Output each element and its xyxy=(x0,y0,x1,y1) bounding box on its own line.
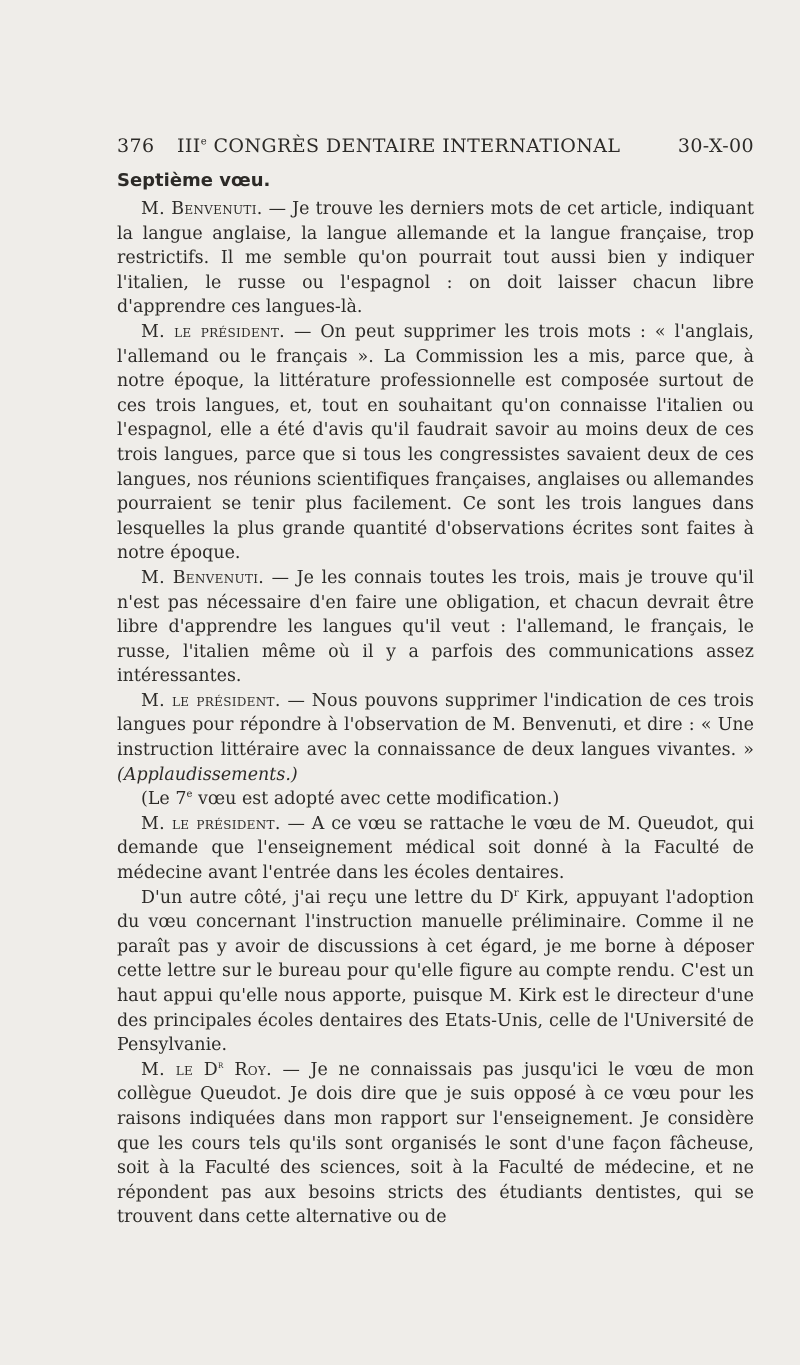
paragraph-text-pre: D'un autre côté, j'ai reçu une lettre du D xyxy=(141,887,514,908)
paragraph-text: — Je ne connaissais pas jusqu'ici le vœu de mon collègue Queudot. Je dois dire que je suis opposé à ce vœu pour les raisons indiquées dans mon rapport sur l'enseignement. Je considère que les cours tels qu'ils sont organisés le sont d'une façon fâcheuse, soit à la Faculté des sciences, soit à la Faculté de médecine, et ne répondent pas aux besoins stricts des étudiants dentistes, qui se trouvent dans cette alternative ou de xyxy=(117,1059,754,1228)
running-title-sup: e xyxy=(200,136,208,148)
paragraph-text-post: Kirk, appuyant l'adoption du vœu concernant l'instruction manuelle préliminaire. Comme il ne paraît pas y avoir de discussions à cet égard, je me borne à déposer cette lettre sur le bureau pour qu'elle figure au compte rendu. C'est un haut appui qu'elle nous apporte, puisque M. Kirk est le directeur d'une des principales écoles dentaires des Etats-Unis, celle de l'Université de Pensylvanie. xyxy=(117,887,754,1056)
note-post: vœu est adopté avec cette modification.) xyxy=(192,789,560,810)
page-content xyxy=(117,135,754,1335)
running-title-rest: CONGRÈS DENTAIRE INTERNATIONAL xyxy=(207,135,621,157)
paragraph-text: — Je trouve les derniers mots de cet article, indiquant la langue anglaise, la langue allemande et la langue française, trop restrictifs. Il me semble qu'on pourrait tout aussi bien y indiquer l'italien, le russe ou l'espagnol : on doit laisser chacun libre d'apprendre ces langues-là. xyxy=(117,199,754,318)
paragraph-benvenuti-2 xyxy=(117,566,754,689)
speaker-name: M. le président. xyxy=(141,321,285,342)
running-title xyxy=(177,135,678,157)
paragraph-sup: r xyxy=(513,887,519,899)
note-sup: e xyxy=(186,789,193,801)
speaker-name: M. le président. xyxy=(141,813,281,834)
speaker-name: M. Benvenuti. xyxy=(141,567,265,588)
paragraph-benvenuti-1 xyxy=(117,197,754,320)
speaker-name: M. le président. xyxy=(141,690,281,711)
running-header xyxy=(117,135,754,165)
paragraph-adoption-note xyxy=(117,787,754,812)
paragraph-text: — A ce vœu se rattache le vœu de M. Queudot, qui demande que l'enseignement médical soit donné à la Faculté de médecine avant l'entrée dans les écoles dentaires. xyxy=(117,813,754,884)
page-number: 376 xyxy=(117,135,155,157)
speaker-post: Roy. xyxy=(223,1059,272,1080)
speaker-sup: r xyxy=(218,1059,224,1071)
paragraph-text: — On peut supprimer les trois mots : « l'anglais, l'allemand ou le français ». La Commission les a mis, parce que, à notre époque, la littérature professionnelle est composée surtout de ces trois langues, et, tout en souhaitant qu'on connaisse l'italien ou l'espagnol, elle a été d'avis qu'il faudrait savoir au moins deux de ces trois langues, parce que si tous les congressistes savaient deux de ces langues, nos réunions scientifiques françaises, anglaises ou allemandes pourraient se tenir plus facilement. Ce sont les trois langues dans lesquelles la plus grande quantité d'observations écrites sont faites à notre époque. xyxy=(117,321,754,564)
speaker-name: M. Benvenuti. xyxy=(141,199,263,219)
paragraph-president-3 xyxy=(117,812,754,886)
section-heading: Septième vœu. xyxy=(117,170,271,191)
paragraph-text: — Je les connais toutes les trois, mais je trouve qu'il n'est pas nécessaire d'en faire une obligation, et chacun devrait être libre d'apprendre les langues qu'il veut : l'allemand, le français, le russe, l'italien même où il y a parfois des communications assez intéressantes. xyxy=(117,567,754,687)
speaker-pre: M. le D xyxy=(141,1059,219,1080)
paragraph-kirk-letter xyxy=(117,886,754,1058)
speaker-name xyxy=(141,1060,272,1080)
applause-note: (Applaudissements.) xyxy=(117,764,298,785)
header-date: 30-X-00 xyxy=(677,135,754,157)
note-pre: (Le 7 xyxy=(141,789,187,810)
paragraph-president-2 xyxy=(117,689,754,787)
paragraph-president-1 xyxy=(117,320,754,566)
paragraph-roy xyxy=(117,1058,754,1230)
paragraph-text: — Nous pouvons supprimer l'indication de ces trois langues pour répondre à l'observation de M. Benvenuti, et dire : « Une instruction littéraire avec la connaissance de deux langues vivantes. » xyxy=(117,690,754,761)
running-title-prefix: III xyxy=(177,135,201,157)
